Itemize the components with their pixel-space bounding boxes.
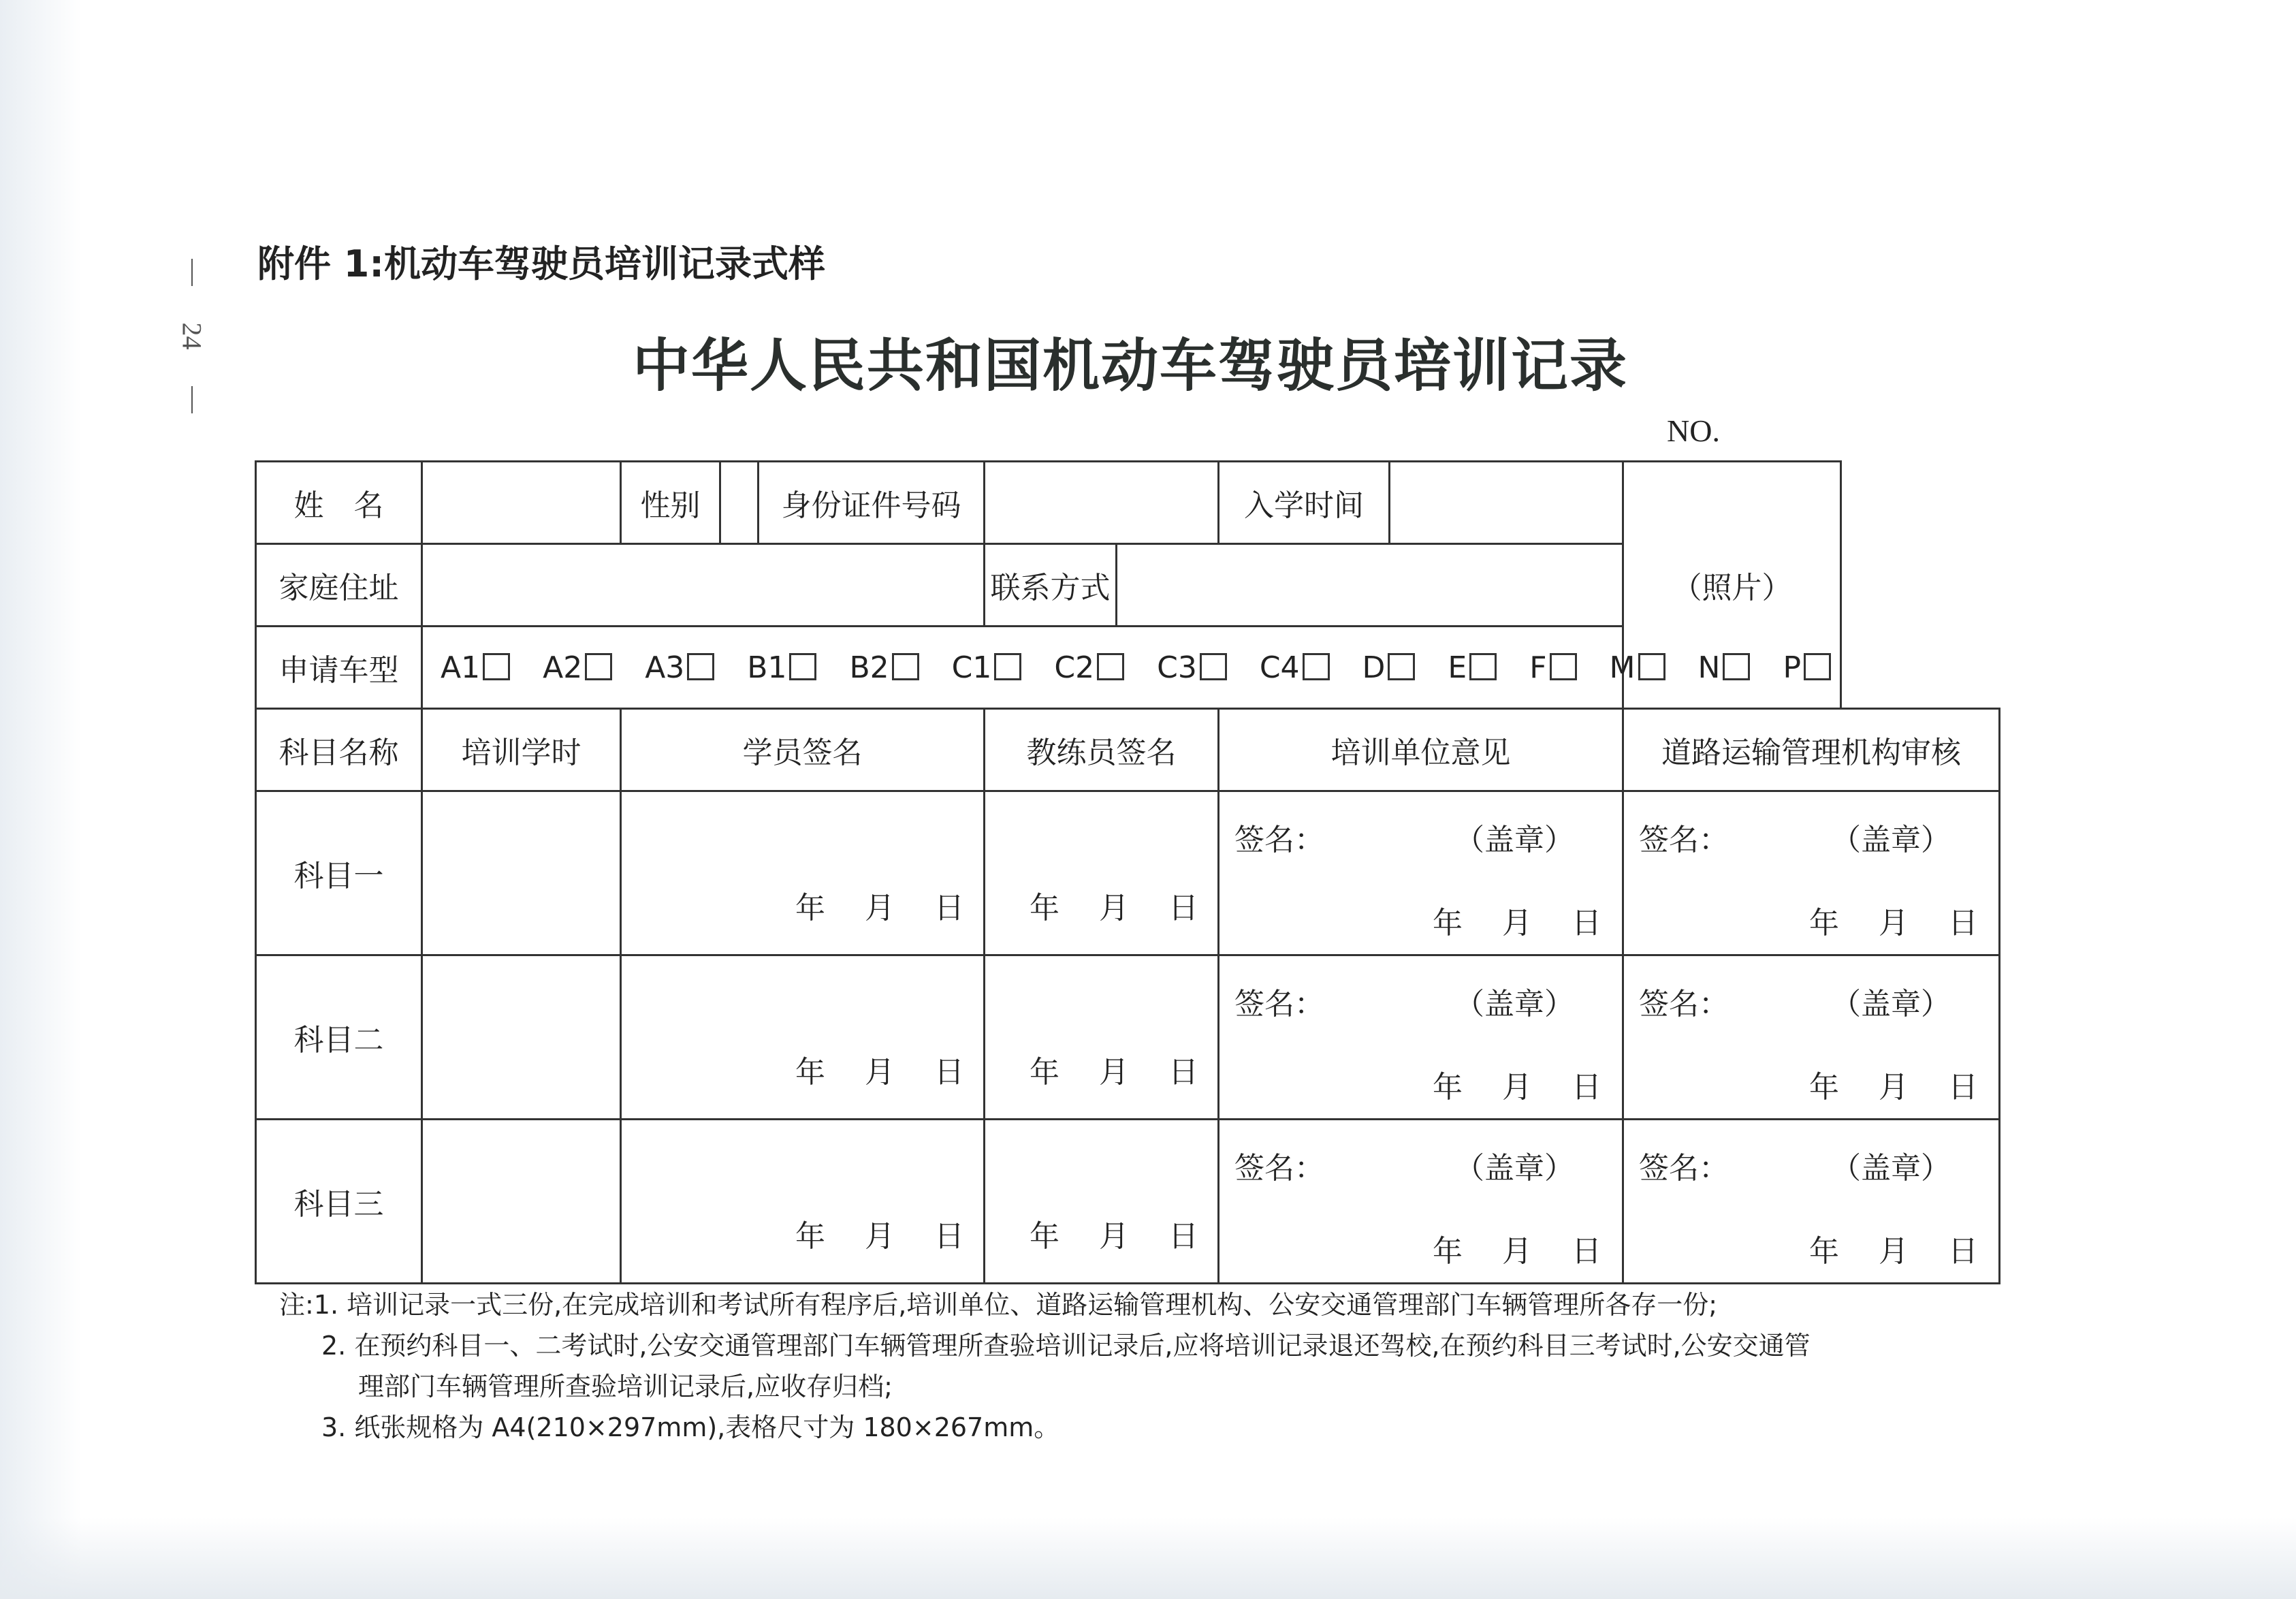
seal-label: （盖章） [1454,987,1574,1022]
label-gender: 性别 [621,462,720,544]
header-coach-sign: 教练员签名 [985,709,1219,791]
label-address: 家庭住址 [256,544,422,627]
month-label: 月 [1502,906,1532,940]
label-contact: 联系方式 [985,544,1117,627]
day-label: 日 [934,1219,964,1254]
vehicle-type-option[interactable] [441,650,510,685]
vehicle-type-label: N [1697,650,1721,685]
checkbox[interactable] [1723,653,1750,680]
checkbox[interactable] [687,653,714,680]
label-vehicle-type: 申请车型 [256,627,422,709]
checkbox[interactable] [789,653,816,680]
month-label: 月 [1502,1234,1532,1269]
subject-two-school-opinion[interactable] [1219,955,1623,1120]
serial-number-label: NO. [1667,413,1720,448]
note-2-continued: 理部门车辆管理所查验培训记录后,应收存归档; [358,1372,893,1402]
label-enroll-time: 入学时间 [1219,462,1390,544]
seal-label: （盖章） [1831,987,1951,1022]
subject-three-hours[interactable] [422,1120,621,1284]
year-label: 年 [1433,1070,1463,1105]
subject-two-student-sign[interactable] [621,955,985,1120]
date-line [1770,1226,1978,1270]
header-student-sign: 学员签名 [621,709,985,791]
checkbox[interactable] [1200,653,1227,680]
vehicle-type-option[interactable] [1529,650,1576,685]
header-subject-name: 科目名称 [256,709,422,791]
subject-one-coach-sign[interactable] [985,791,1219,955]
field-id-number[interactable] [985,462,1219,544]
field-address[interactable] [422,544,985,627]
subject-one-label: 科目一 [256,791,422,955]
day-label: 日 [1168,1219,1198,1254]
date-line [756,883,964,927]
year-label: 年 [1030,1055,1059,1090]
vehicle-type-option[interactable] [1610,650,1665,685]
date-line [1393,1062,1601,1106]
vehicle-type-label: A2 [543,650,583,685]
sign-label: 签名： [1234,823,1324,857]
vehicle-type-label: C4 [1259,650,1300,685]
day-label: 日 [1948,1070,1978,1105]
form-title: 中华人民共和国机动车驾驶员培训记录 [632,332,1628,399]
day-label: 日 [1168,1055,1198,1090]
day-label: 日 [934,1055,964,1090]
vehicle-type-option[interactable] [1448,650,1497,685]
vehicle-type-label: B2 [849,650,889,685]
note-2: 2. 在预约科目一、二考试时,公安交通管理部门车辆管理所查验培训记录后,应将培训记录退还驾校,在预约科目三考试时,公安交通管 [321,1331,1811,1361]
label-name: 姓 名 [256,462,422,544]
checkbox[interactable] [892,653,919,680]
subject-one-authority-review[interactable] [1623,791,2000,955]
sign-label: 签名： [1639,823,1729,857]
vehicle-type-option[interactable] [1698,650,1751,685]
year-label: 年 [795,1219,825,1254]
year-label: 年 [795,891,825,925]
year-label: 年 [1433,1234,1463,1269]
header-school-opinion: 培训单位意见 [1219,709,1623,791]
checkbox[interactable] [585,653,612,680]
year-label: 年 [1433,906,1463,940]
seal-label: （盖章） [1831,823,1951,857]
vehicle-type-label: D [1362,650,1386,685]
checkbox[interactable] [1469,653,1497,680]
seal-label: （盖章） [1454,823,1574,857]
vehicle-type-label: C2 [1054,650,1095,685]
page-number-value: 24 [176,322,208,350]
vehicle-type-label: C3 [1157,650,1197,685]
month-label: 月 [865,891,895,925]
vehicle-type-label: A3 [645,650,685,685]
seal-label: （盖章） [1454,1151,1574,1186]
vehicle-type-label: F [1529,650,1547,685]
year-label: 年 [1809,1234,1839,1269]
day-label: 日 [934,891,964,925]
vehicle-type-label: M [1609,650,1636,685]
vehicle-type-option[interactable] [1783,650,1831,685]
subject-three-coach-sign[interactable] [985,1120,1219,1284]
date-line [990,1212,1198,1255]
year-label: 年 [1809,1070,1839,1105]
date-line [1393,1226,1601,1270]
photo-box[interactable]: （照片） [1623,462,1841,709]
field-gender[interactable] [720,462,759,544]
field-enroll-time[interactable] [1390,462,1623,544]
year-label: 年 [1030,891,1059,925]
checkbox[interactable] [483,653,510,680]
note-3: 3. 纸张规格为 A4(210×297mm),表格尺寸为 180×267mm。 [321,1412,1060,1442]
sign-label: 签名： [1234,1151,1324,1186]
vehicle-type-option[interactable] [952,650,1022,685]
attachment-title: 附件 1:机动车驾驶员培训记录式样 [257,242,825,285]
checkbox[interactable] [1804,653,1831,680]
date-line [1770,1062,1978,1106]
subject-two-coach-sign[interactable] [985,955,1219,1120]
day-label: 日 [1168,891,1198,925]
checkbox[interactable] [1097,653,1124,680]
month-label: 月 [1879,906,1909,940]
scan-shadow-left [0,0,82,1599]
vehicle-type-label: C1 [951,650,992,685]
subject-three-authority-review[interactable] [1623,1120,2000,1284]
vehicle-type-label: A1 [441,650,481,685]
month-label: 月 [1099,891,1129,925]
vehicle-type-label: E [1448,650,1467,685]
date-line [1393,898,1601,942]
subject-two-label: 科目二 [256,955,422,1120]
vehicle-type-option[interactable] [645,650,714,685]
month-label: 月 [1879,1234,1909,1269]
day-label: 日 [1572,906,1601,940]
vehicle-type-option[interactable] [1362,650,1416,685]
month-label: 月 [1879,1070,1909,1105]
vehicle-type-options [422,627,1801,709]
field-contact[interactable] [1117,544,1623,627]
month-label: 月 [865,1055,895,1090]
year-label: 年 [1809,906,1839,940]
vehicle-type-option[interactable] [1260,650,1330,685]
month-label: 月 [1099,1055,1129,1090]
checkbox[interactable] [1388,653,1415,680]
scan-shadow-bottom [0,1517,2296,1599]
vehicle-type-option[interactable] [1157,650,1227,685]
note-1: 注:1. 培训记录一式三份,在完成培训和考试所有程序后,培训单位、道路运输管理机构、公安交通管理部门车辆管理所各存一份; [279,1290,1718,1320]
date-line [990,883,1198,927]
sign-label: 签名： [1234,987,1324,1022]
subject-one-student-sign[interactable] [621,791,985,955]
vehicle-type-label: P [1783,650,1801,685]
subject-one-hours[interactable] [422,791,621,955]
date-line [756,1212,964,1255]
month-label: 月 [865,1219,895,1254]
checkbox[interactable] [994,653,1021,680]
label-id-number: 身份证件号码 [759,462,985,544]
subject-three-label: 科目三 [256,1120,422,1284]
subject-two-hours[interactable] [422,955,621,1120]
day-label: 日 [1948,906,1978,940]
day-label: 日 [1948,1234,1978,1269]
page-number-dash-top [191,259,193,286]
sign-label: 签名： [1639,987,1729,1022]
day-label: 日 [1572,1070,1601,1105]
seal-label: （盖章） [1831,1151,1951,1186]
header-training-hours: 培训学时 [422,709,621,791]
sign-label: 签名： [1639,1151,1729,1186]
subject-three-school-opinion[interactable] [1219,1120,1623,1284]
year-label: 年 [795,1055,825,1090]
checkbox[interactable] [1638,653,1665,680]
field-name[interactable] [422,462,621,544]
date-line [756,1047,964,1091]
year-label: 年 [1030,1219,1059,1254]
month-label: 月 [1502,1070,1532,1105]
notes [279,1284,2022,1448]
subject-one-school-opinion[interactable] [1219,791,1623,955]
month-label: 月 [1099,1219,1129,1254]
vehicle-type-label: B1 [747,650,787,685]
vehicle-type-option[interactable] [543,650,612,685]
date-line [1770,898,1978,942]
vehicle-type-option[interactable] [1054,650,1124,685]
vehicle-type-option[interactable] [849,650,919,685]
date-line [990,1047,1198,1091]
vehicle-type-option[interactable] [747,650,816,685]
subject-three-student-sign[interactable] [621,1120,985,1284]
subject-two-authority-review[interactable] [1623,955,2000,1120]
checkbox[interactable] [1550,653,1577,680]
checkbox[interactable] [1303,653,1330,680]
day-label: 日 [1572,1234,1601,1269]
header-authority-review: 道路运输管理机构审核 [1623,709,2000,791]
training-record-table [255,460,2000,1284]
